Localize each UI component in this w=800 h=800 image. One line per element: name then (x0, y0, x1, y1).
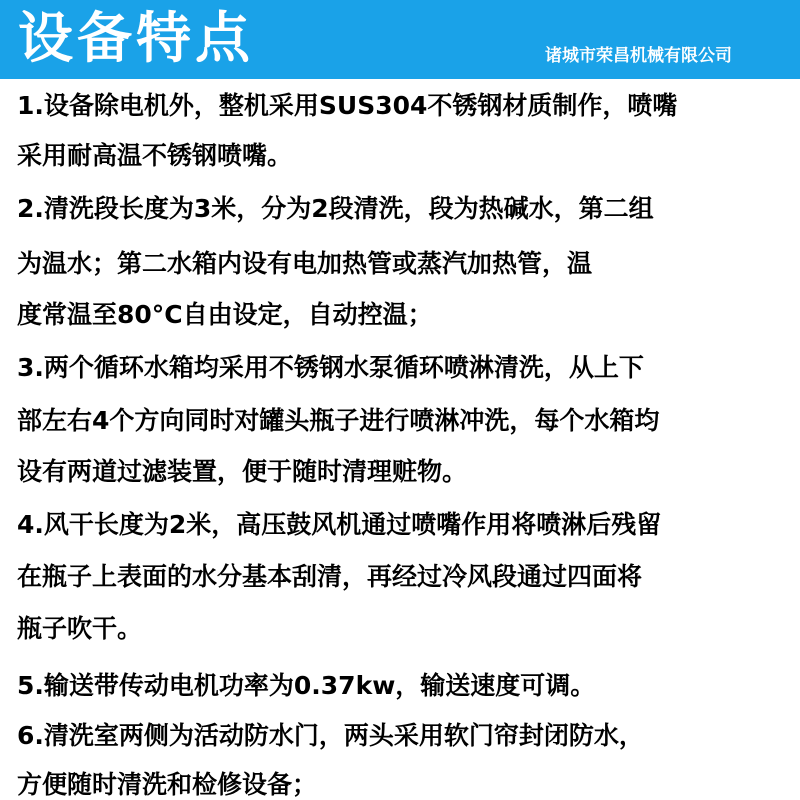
title-banner (0, 0, 800, 79)
feature-6-line-1: 6.清洗室两侧为活动防水门，两头采用软门帘封闭防水， (17, 721, 644, 750)
feature-1-line-2: 采用耐高温不锈钢喷嘴。 (17, 141, 293, 170)
feature-4-line-2: 在瓶子上表面的水分基本刮清，再经过冷风段通过四面将 (17, 562, 643, 591)
page-title: 设备特点 (18, 6, 255, 70)
feature-2-line-2: 为温水；第二水箱内设有电加热管或蒸汽加热管，温 (17, 249, 593, 278)
feature-4-line-1: 4.风干长度为2米，高压鼓风机通过喷嘴作用将喷淋后残留 (17, 510, 662, 539)
feature-4-line-3: 瓶子吹干。 (17, 614, 143, 643)
feature-1-line-1: 1.设备除电机外，整机采用SUS304不锈钢材质制作，喷嘴 (17, 91, 678, 120)
feature-list (0, 79, 800, 800)
feature-3-line-1: 3.两个循环水箱均采用不锈钢水泵循环喷淋清洗，从上下 (17, 353, 644, 382)
feature-3-line-3: 设有两道过滤装置，便于随时清理赃物。 (17, 457, 468, 486)
company-name: 诸城市荣昌机械有限公司 (545, 46, 732, 66)
feature-2-line-1: 2.清洗段长度为3米，分为2段清洗，段为热碱水，第二组 (17, 194, 654, 223)
feature-5-line-1: 5.输送带传动电机功率为0.37kw，输送速度可调。 (17, 671, 596, 700)
feature-6-line-2: 方便随时清洗和检修设备； (17, 770, 318, 799)
feature-3-line-2: 部左右4个方向同时对罐头瓶子进行喷淋冲洗，每个水箱均 (17, 406, 660, 435)
feature-2-line-3: 度常温至80°C自由设定，自动控温； (17, 300, 433, 329)
